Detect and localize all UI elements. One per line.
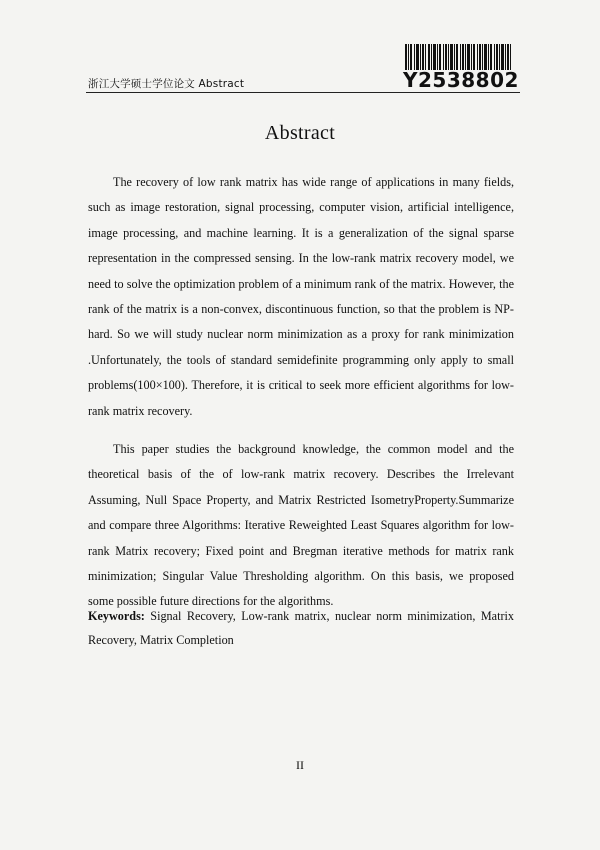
barcode-number: Y2538802: [403, 68, 519, 92]
abstract-paragraph-2: This paper studies the background knowledge, the common model and the theoretical basis of the of low-rank matrix recovery. Describes the Irrelevant Assuming, Null Space Property, and Matrix Restricted IsometryProperty.Summarize and compare three Algorithms: Iterative Reweighted Least Squares algorithm for low-rank Matrix recovery; Fixed point and Bregman iterative methods for matrix rank minimization; Singular Value Thresholding algorithm. On this basis, we proposed some possible future directions for the algorithms.: [88, 442, 514, 609]
page-number: II: [296, 758, 304, 772]
keywords-text: Signal Recovery, Low-rank matrix, nuclear norm minimization, Matrix Recovery, Matrix Completion: [88, 609, 514, 647]
abstract-paragraph-1: The recovery of low rank matrix has wide range of applications in many fields, such as image restoration, signal processing, computer vision, artificial intelligence, image processing, and machine learning. It is a generalization of the signal sparse representation in the compressed sensing. In the low-rank matrix recovery model, we need to solve the optimization problem of a minimum rank of the matrix. However, the rank of the matrix is a non-convex, discontinuous function, so that the problem is NP-hard. So we will study nuclear norm minimization as a proxy for rank minimization .Unfortunately, the tools of standard semidefinite programming only apply to small problems(100×100). Therefore, it is critical to seek more efficient algorithms for low-rank matrix recovery.: [88, 175, 514, 418]
running-header: 浙江大学硕士学位论文 Abstract: [88, 78, 245, 90]
barcode-icon: [405, 44, 511, 70]
barcode-stamp: [403, 44, 519, 94]
keywords-line: [88, 604, 514, 652]
keywords-label: Keywords:: [88, 609, 145, 623]
page-title: Abstract: [264, 122, 336, 144]
